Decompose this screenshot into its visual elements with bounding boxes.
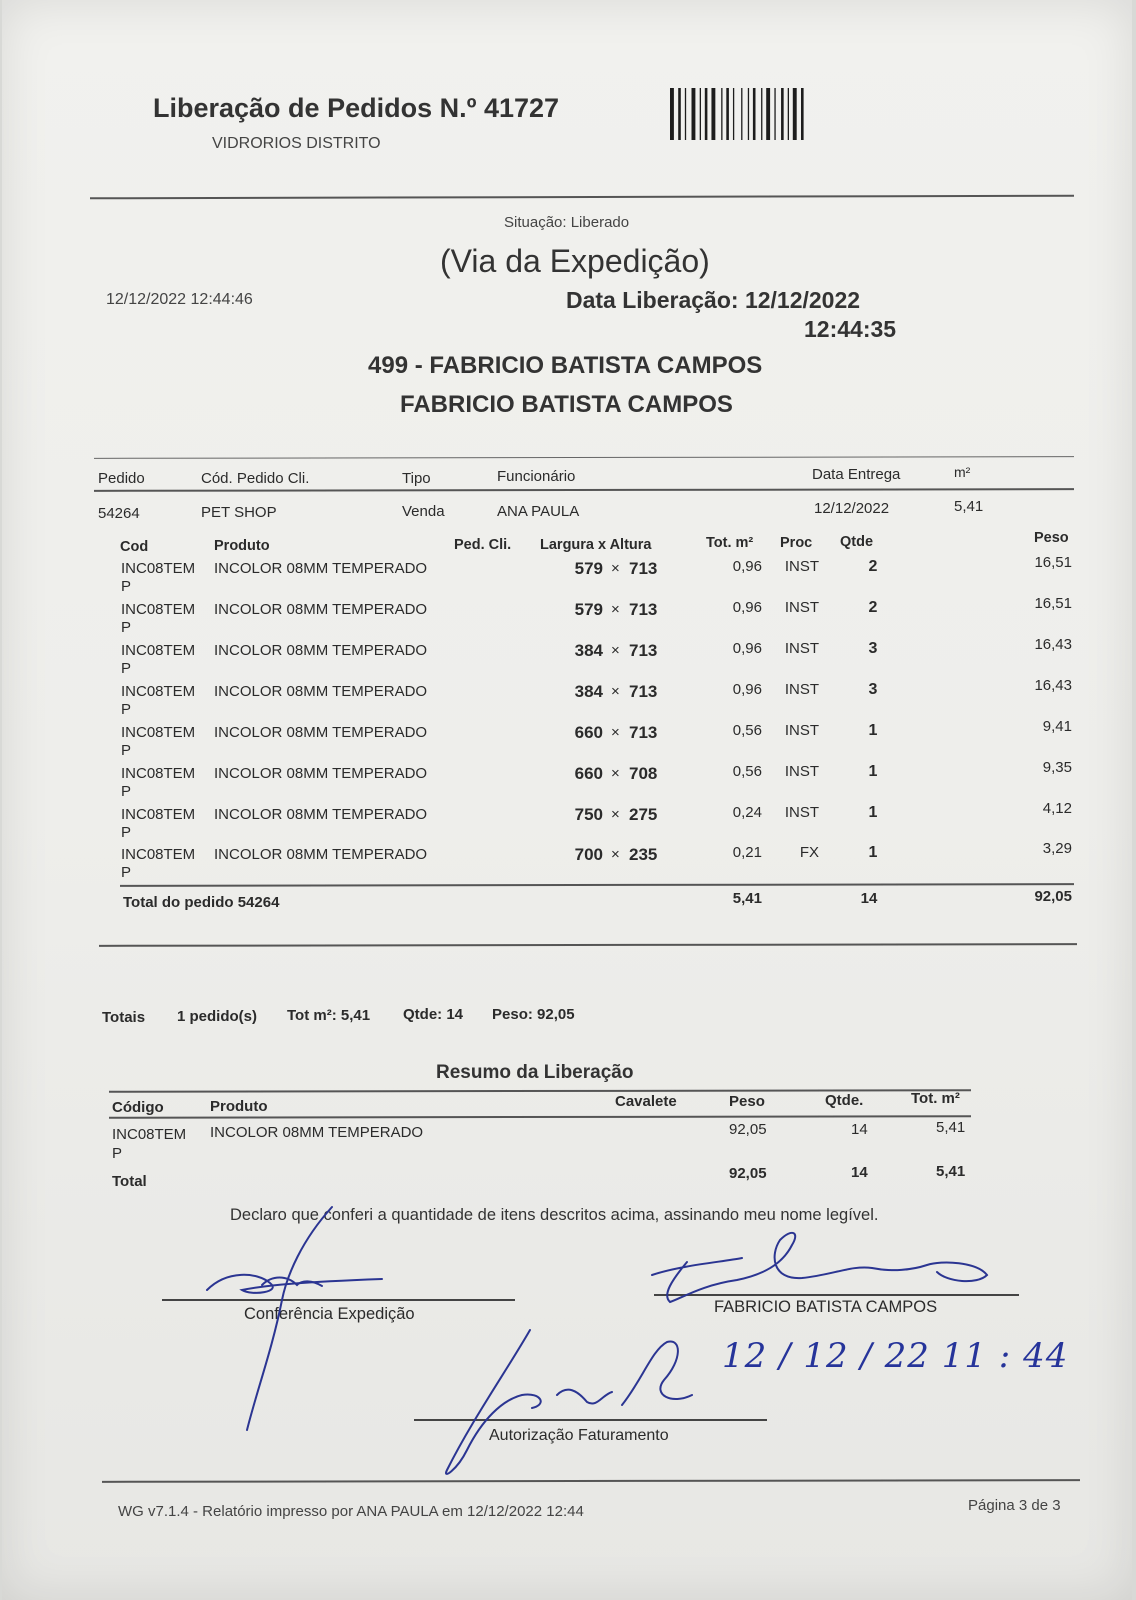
items-col-largura-altura: Largura x Altura <box>540 537 652 553</box>
item-x-symbol: × <box>611 560 620 577</box>
item-tot-m2: 0,56 <box>732 763 762 780</box>
item-produto: INCOLOR 08MM TEMPERADO <box>214 765 428 782</box>
item-proc: INST <box>784 558 819 575</box>
item-altura: 713 <box>629 723 658 742</box>
items-col-tot-m2: Tot. m² <box>706 535 754 551</box>
item-produto: INCOLOR 08MM TEMPERADO <box>214 806 428 823</box>
item-cod: INC08TEM <box>121 806 196 823</box>
totais-tot-m2: Tot m²: 5,41 <box>287 1007 371 1024</box>
item-cod: INC08TEM <box>121 846 196 863</box>
items-col-produto: Produto <box>214 538 270 554</box>
item-cod: INC08TEM <box>121 765 196 782</box>
item-tot-m2: 0,24 <box>732 804 762 821</box>
item-produto: INCOLOR 08MM TEMPERADO <box>214 560 428 577</box>
item-produto: INCOLOR 08MM TEMPERADO <box>214 724 428 741</box>
item-tot-m2: 0,56 <box>732 722 762 739</box>
items-col-cod: Cod <box>120 539 149 555</box>
resumo-cod-suffix: P <box>112 1145 123 1162</box>
signature-autorizacao-stroke <box>446 1330 692 1474</box>
resumo-qtde: 14 <box>851 1121 868 1138</box>
item-proc: INST <box>784 804 819 821</box>
items-col-proc: Proc <box>780 535 813 551</box>
item-x-symbol: × <box>611 642 620 659</box>
data-liberacao: Data Liberação: 12/12/2022 <box>566 287 861 313</box>
client-signature-name: FABRICIO BATISTA CAMPOS <box>714 1298 938 1316</box>
item-altura: 235 <box>629 845 658 864</box>
item-tot-m2: 0,96 <box>732 599 762 616</box>
order-m2-value: 5,41 <box>954 498 984 515</box>
item-cod: INC08TEM <box>121 642 196 659</box>
item-qtde: 2 <box>868 599 878 616</box>
item-proc: FX <box>799 844 819 861</box>
item-produto: INCOLOR 08MM TEMPERADO <box>214 846 428 863</box>
resumo-col-qtde: Qtde. <box>825 1092 864 1109</box>
col-funcionario: Funcionário <box>497 468 576 485</box>
document-page <box>2 0 1132 1600</box>
signature-scribbles <box>2 0 1132 1600</box>
item-qtde: 2 <box>868 558 878 575</box>
resumo-produto: INCOLOR 08MM TEMPERADO <box>210 1124 424 1141</box>
col-tipo: Tipo <box>402 470 431 487</box>
item-largura: 750 <box>574 805 603 824</box>
item-cod-suffix: P <box>121 660 132 677</box>
item-proc: INST <box>784 763 819 780</box>
item-tot-m2: 0,96 <box>732 681 762 698</box>
autorizacao-label: Autorização Faturamento <box>489 1427 669 1444</box>
item-altura: 713 <box>629 641 658 660</box>
item-qtde: 1 <box>868 763 878 780</box>
item-largura: 660 <box>574 764 603 783</box>
item-tot-m2: 0,96 <box>732 558 762 575</box>
item-largura: 579 <box>574 600 603 619</box>
declaration-text: Declaro que conferi a quantidade de itens descritos acima, assinando meu nome legível. <box>230 1206 879 1224</box>
item-largura: 660 <box>574 723 603 742</box>
company-name: VIDRORIOS DISTRITO <box>212 135 381 152</box>
report-title: Liberação de Pedidos N.º 41727 <box>153 93 560 123</box>
resumo-col-codigo: Código <box>112 1099 164 1116</box>
order-cod-cli-value: PET SHOP <box>201 504 277 521</box>
item-qtde: 3 <box>868 681 878 698</box>
item-peso: 4,12 <box>1042 800 1072 817</box>
footer-page-number: Página 3 de 3 <box>968 1497 1061 1514</box>
item-produto: INCOLOR 08MM TEMPERADO <box>214 683 428 700</box>
item-proc: INST <box>784 599 819 616</box>
items-col-qtde: Qtde <box>840 534 874 550</box>
item-produto: INCOLOR 08MM TEMPERADO <box>214 601 428 618</box>
order-total-m2: 5,41 <box>732 890 762 907</box>
order-total-label: Total do pedido 54264 <box>123 894 280 911</box>
item-x-symbol: × <box>611 601 620 618</box>
resumo-col-produto: Produto <box>210 1098 268 1115</box>
item-qtde: 1 <box>868 844 878 861</box>
item-cod-suffix: P <box>121 742 132 759</box>
resumo-total-qtde: 14 <box>851 1164 868 1181</box>
item-peso: 16,43 <box>1034 636 1072 653</box>
item-cod-suffix: P <box>121 701 132 718</box>
resumo-col-peso: Peso <box>729 1093 765 1110</box>
resumo-col-cavalete: Cavalete <box>615 1093 677 1110</box>
item-qtde: 1 <box>868 804 878 821</box>
order-pedido-value: 54264 <box>98 505 140 522</box>
resumo-col-tot-m2: Tot. m² <box>911 1090 960 1107</box>
client-line-1: 499 - FABRICIO BATISTA CAMPOS <box>368 352 763 379</box>
item-peso: 9,35 <box>1042 759 1072 776</box>
item-altura: 708 <box>629 764 658 783</box>
item-altura: 713 <box>629 559 658 578</box>
printed-datetime: 12/12/2022 12:44:46 <box>106 291 253 308</box>
item-altura: 713 <box>629 682 658 701</box>
footer-printed-by: WG v7.1.4 - Relatório impresso por ANA PAULA em 12/12/2022 12:44 <box>118 1503 584 1520</box>
col-m2: m² <box>954 464 971 480</box>
item-largura: 384 <box>574 641 603 660</box>
order-total-peso: 92,05 <box>1034 888 1072 905</box>
client-line-2: FABRICIO BATISTA CAMPOS <box>400 391 733 418</box>
order-data-entrega-value: 12/12/2022 <box>814 500 890 517</box>
item-cod-suffix: P <box>121 578 132 595</box>
item-cod: INC08TEM <box>121 683 196 700</box>
item-peso: 3,29 <box>1042 840 1072 857</box>
item-cod: INC08TEM <box>121 724 196 741</box>
col-data-entrega: Data Entrega <box>812 466 901 483</box>
item-altura: 275 <box>629 805 658 824</box>
item-cod: INC08TEM <box>121 560 196 577</box>
item-tot-m2: 0,96 <box>732 640 762 657</box>
item-tot-m2: 0,21 <box>732 844 762 861</box>
data-liberacao-time: 12:44:35 <box>804 316 897 342</box>
handwritten-date: 12 / 12 / 22 11 : 44 <box>722 1336 1069 1376</box>
items-col-peso: Peso <box>1034 530 1069 546</box>
signature-conferencia-stroke <box>247 1207 332 1430</box>
item-x-symbol: × <box>611 806 620 823</box>
item-peso: 9,41 <box>1042 718 1072 735</box>
item-cod-suffix: P <box>121 619 132 636</box>
totais-pedidos: 1 pedido(s) <box>177 1008 258 1025</box>
resumo-title: Resumo da Liberação <box>436 1062 634 1083</box>
resumo-total-label: Total <box>112 1173 147 1190</box>
item-altura: 713 <box>629 600 658 619</box>
item-produto: INCOLOR 08MM TEMPERADO <box>214 642 428 659</box>
item-peso: 16,51 <box>1034 595 1072 612</box>
item-largura: 700 <box>574 845 603 864</box>
signature-client-stroke <box>652 1233 987 1302</box>
item-peso: 16,43 <box>1034 677 1072 694</box>
conferencia-label: Conferência Expedição <box>244 1305 415 1323</box>
item-x-symbol: × <box>611 846 620 863</box>
totais-peso: Peso: 92,05 <box>492 1006 575 1023</box>
col-cod-pedido-cli: Cód. Pedido Cli. <box>201 470 310 487</box>
resumo-tot-m2: 5,41 <box>936 1119 966 1136</box>
item-proc: INST <box>784 681 819 698</box>
item-x-symbol: × <box>611 765 620 782</box>
order-funcionario-value: ANA PAULA <box>497 503 580 520</box>
resumo-peso: 92,05 <box>729 1121 767 1138</box>
resumo-total-peso: 92,05 <box>729 1165 767 1182</box>
item-peso: 16,51 <box>1034 554 1072 571</box>
situacao-label: Situação: Liberado <box>504 214 630 231</box>
item-x-symbol: × <box>611 683 620 700</box>
resumo-cod: INC08TEM <box>112 1126 187 1143</box>
order-total-qtde: 14 <box>860 890 878 907</box>
resumo-total-tot-m2: 5,41 <box>936 1163 966 1180</box>
item-proc: INST <box>784 722 819 739</box>
col-pedido: Pedido <box>98 470 145 487</box>
item-proc: INST <box>784 640 819 657</box>
item-cod-suffix: P <box>121 783 132 800</box>
item-cod-suffix: P <box>121 824 132 841</box>
order-tipo-value: Venda <box>402 503 445 520</box>
item-qtde: 1 <box>868 722 878 739</box>
items-col-ped-cli: Ped. Cli. <box>454 537 512 553</box>
totais-qtde: Qtde: 14 <box>403 1006 464 1023</box>
totais-label: Totais <box>102 1009 146 1026</box>
item-largura: 384 <box>574 682 603 701</box>
via-title: (Via da Expedição) <box>440 243 710 279</box>
item-cod: INC08TEM <box>121 601 196 618</box>
item-x-symbol: × <box>611 724 620 741</box>
item-largura: 579 <box>574 559 603 578</box>
item-cod-suffix: P <box>121 864 132 881</box>
item-qtde: 3 <box>868 640 878 657</box>
